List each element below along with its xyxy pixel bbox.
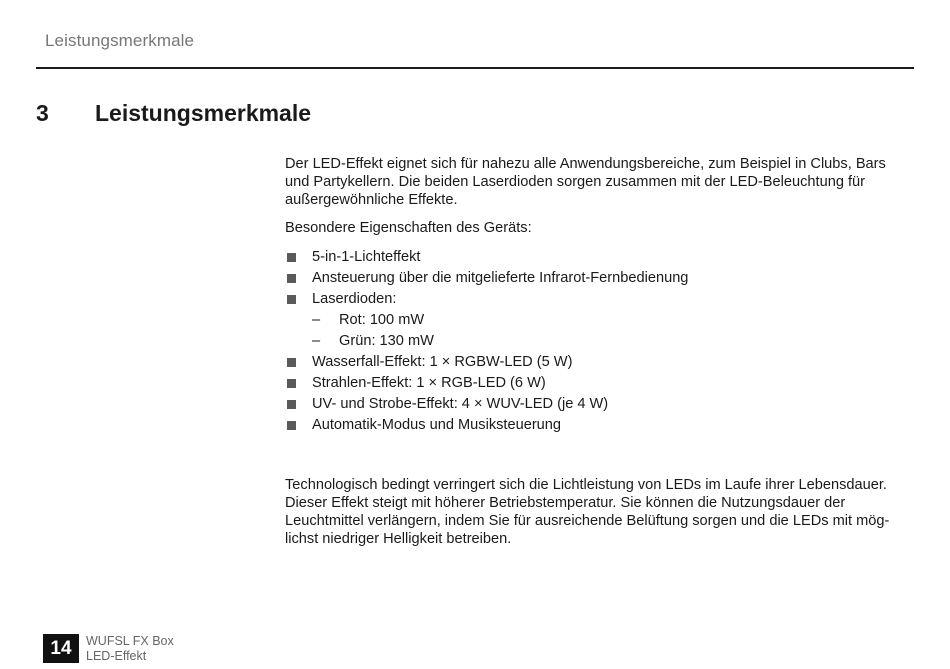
running-header: Leistungsmerkmale	[45, 31, 195, 50]
list-item	[285, 289, 915, 310]
laser-sublist	[285, 310, 915, 352]
list-item	[285, 352, 915, 373]
footer-product	[86, 634, 174, 663]
note-line: Leuchtmittel verlängern, indem Sie für ausreichende Belüftung sorgen und die LEDs mit mög-	[285, 513, 890, 529]
list-item	[285, 394, 915, 415]
dash-bullet: –	[312, 312, 321, 328]
footer-product-type: LED-Effekt	[86, 648, 147, 663]
feature-list-continued	[285, 352, 915, 436]
note-paragraph	[285, 476, 915, 548]
chapter-number: 3	[36, 100, 49, 126]
note-line: lichst niedriger Helligkeit betreiben.	[285, 531, 512, 547]
sub-list-item	[285, 310, 915, 331]
square-bullet-icon	[287, 274, 296, 283]
square-bullet-icon	[287, 421, 296, 430]
square-bullet-icon	[287, 379, 296, 388]
footer-product-name: WUFSL FX Box	[86, 634, 174, 648]
sub-list-item	[285, 331, 915, 352]
body-column	[285, 155, 915, 558]
note-line: Dieser Effekt steigt mit höherer Betriebstemperatur. Sie können die Nutzungsdauer der	[285, 495, 846, 511]
sub-item-text: Rot: 100 mW	[339, 312, 425, 328]
square-bullet-icon	[287, 295, 296, 304]
page-number-badge: 14	[43, 634, 79, 663]
intro-line: und Partykellern. Die beiden Laserdioden sorgen zusammen mit der LED-Beleuchtung für	[285, 174, 866, 190]
chapter-title: Leistungsmerkmale	[95, 100, 312, 126]
feature-text: UV- und Strobe-Effekt: 4 × WUV-LED (je 4 W)	[312, 396, 609, 412]
feature-list	[285, 247, 915, 310]
feature-text: Laserdioden:	[312, 291, 397, 307]
intro-line: außergewöhnliche Effekte.	[285, 192, 458, 208]
square-bullet-icon	[287, 400, 296, 409]
feature-text: Wasserfall-Effekt: 1 × RGBW-LED (5 W)	[312, 354, 573, 370]
sub-item-text: Grün: 130 mW	[339, 333, 434, 349]
list-item	[285, 268, 915, 289]
square-bullet-icon	[287, 358, 296, 367]
features-heading: Besondere Eigenschaften des Geräts:	[285, 220, 532, 236]
list-item	[285, 415, 915, 436]
feature-text: 5-in-1-Lichteffekt	[312, 249, 421, 265]
list-item	[285, 373, 915, 394]
intro-paragraph	[285, 155, 915, 209]
intro-line: Der LED-Effekt eignet sich für nahezu alle Anwendungsbereiche, zum Beispiel in Clubs, Bars	[285, 156, 886, 172]
feature-text: Ansteuerung über die mitgelieferte Infrarot-Fernbedienung	[312, 270, 689, 286]
note-line: Technologisch bedingt verringert sich die Lichtleistung von LEDs im Laufe ihrer Lebensdauer.	[285, 477, 887, 493]
list-item	[285, 247, 915, 268]
header-rule	[36, 67, 914, 69]
square-bullet-icon	[287, 253, 296, 262]
feature-text: Strahlen-Effekt: 1 × RGB-LED (6 W)	[312, 375, 546, 391]
dash-bullet: –	[312, 333, 321, 349]
feature-text: Automatik-Modus und Musiksteuerung	[312, 417, 562, 433]
